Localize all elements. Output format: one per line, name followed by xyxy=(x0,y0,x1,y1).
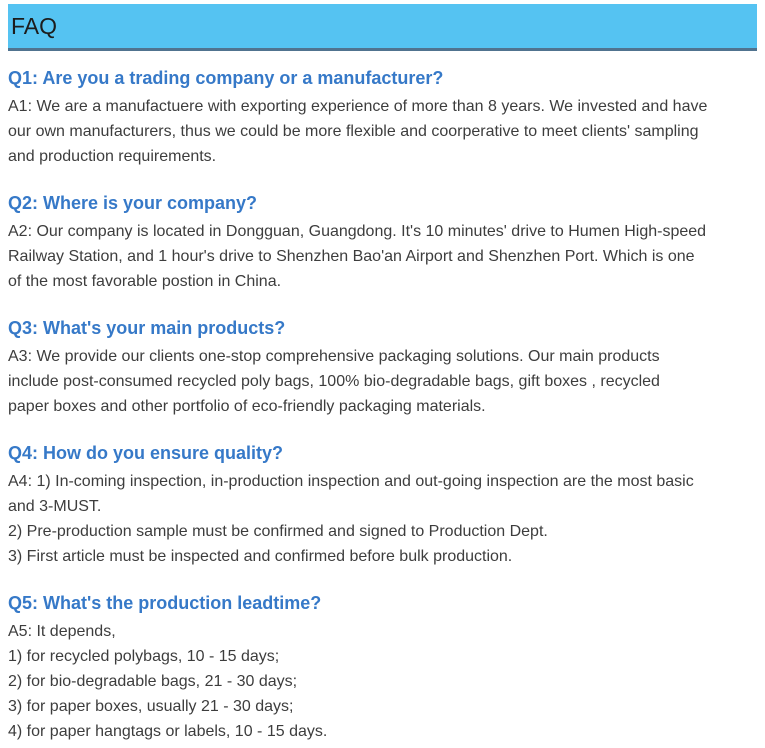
faq-answer-line: and 3-MUST. xyxy=(8,498,102,515)
faq-answer-line: of the most favorable postion in China. xyxy=(8,273,282,290)
faq-section xyxy=(8,316,757,419)
faq-answer-line: 4) for paper hangtags or labels, 10 - 15 days. xyxy=(8,723,328,740)
faq-answer xyxy=(8,619,757,744)
faq-answer-line: include post-consumed recycled poly bags, 100% bio-degradable bags, gift boxes , recycled xyxy=(8,373,660,390)
faq-answer-line: and production requirements. xyxy=(8,148,217,165)
faq-answer-line: Railway Station, and 1 hour's drive to Shenzhen Bao'an Airport and Shenzhen Port. Which is one xyxy=(8,248,695,265)
faq-question: Q3: What's your main products? xyxy=(8,318,286,338)
faq-answer-line: 2) for bio-degradable bags, 21 - 30 days; xyxy=(8,673,298,690)
faq-answer-line: 3) for paper boxes, usually 21 - 30 days; xyxy=(8,698,294,715)
page-title: FAQ xyxy=(11,12,58,39)
faq-answer-line: our own manufacturers, thus we could be more flexible and coorperative to meet clients' sampling xyxy=(8,123,699,140)
faq-answer-line: A5: It depends, xyxy=(8,623,116,640)
faq-question: Q5: What's the production leadtime? xyxy=(8,593,322,613)
faq-answer-line: paper boxes and other portfolio of eco-friendly packaging materials. xyxy=(8,398,486,415)
faq-answer-line: A3: We provide our clients one-stop comprehensive packaging solutions. Our main products xyxy=(8,348,660,365)
faq-header xyxy=(8,4,757,51)
faq-section xyxy=(8,191,757,294)
faq-question: Q2: Where is your company? xyxy=(8,193,258,213)
faq-answer xyxy=(8,344,757,419)
faq-answer-line: A4: 1) In-coming inspection, in-production inspection and out-going inspection are the most basic xyxy=(8,473,694,490)
faq-answer-line: A1: We are a manufactuere with exporting experience of more than 8 years. We invested and have xyxy=(8,98,708,115)
faq-question: Q1: Are you a trading company or a manufacturer? xyxy=(8,68,444,88)
faq-section xyxy=(8,591,757,744)
faq-answer xyxy=(8,469,757,569)
faq-answer xyxy=(8,219,757,294)
faq-answer-line: 2) Pre-production sample must be confirmed and signed to Production Dept. xyxy=(8,523,548,540)
faq-sections xyxy=(8,51,757,744)
faq-answer xyxy=(8,94,757,169)
faq-answer-line: A2: Our company is located in Dongguan, Guangdong. It's 10 minutes' drive to Humen High-speed xyxy=(8,223,707,240)
faq-answer-line: 3) First article must be inspected and confirmed before bulk production. xyxy=(8,548,513,565)
faq-section xyxy=(8,441,757,569)
faq-section xyxy=(8,66,757,169)
faq-question: Q4: How do you ensure quality? xyxy=(8,443,284,463)
faq-answer-line: 1) for recycled polybags, 10 - 15 days; xyxy=(8,648,280,665)
